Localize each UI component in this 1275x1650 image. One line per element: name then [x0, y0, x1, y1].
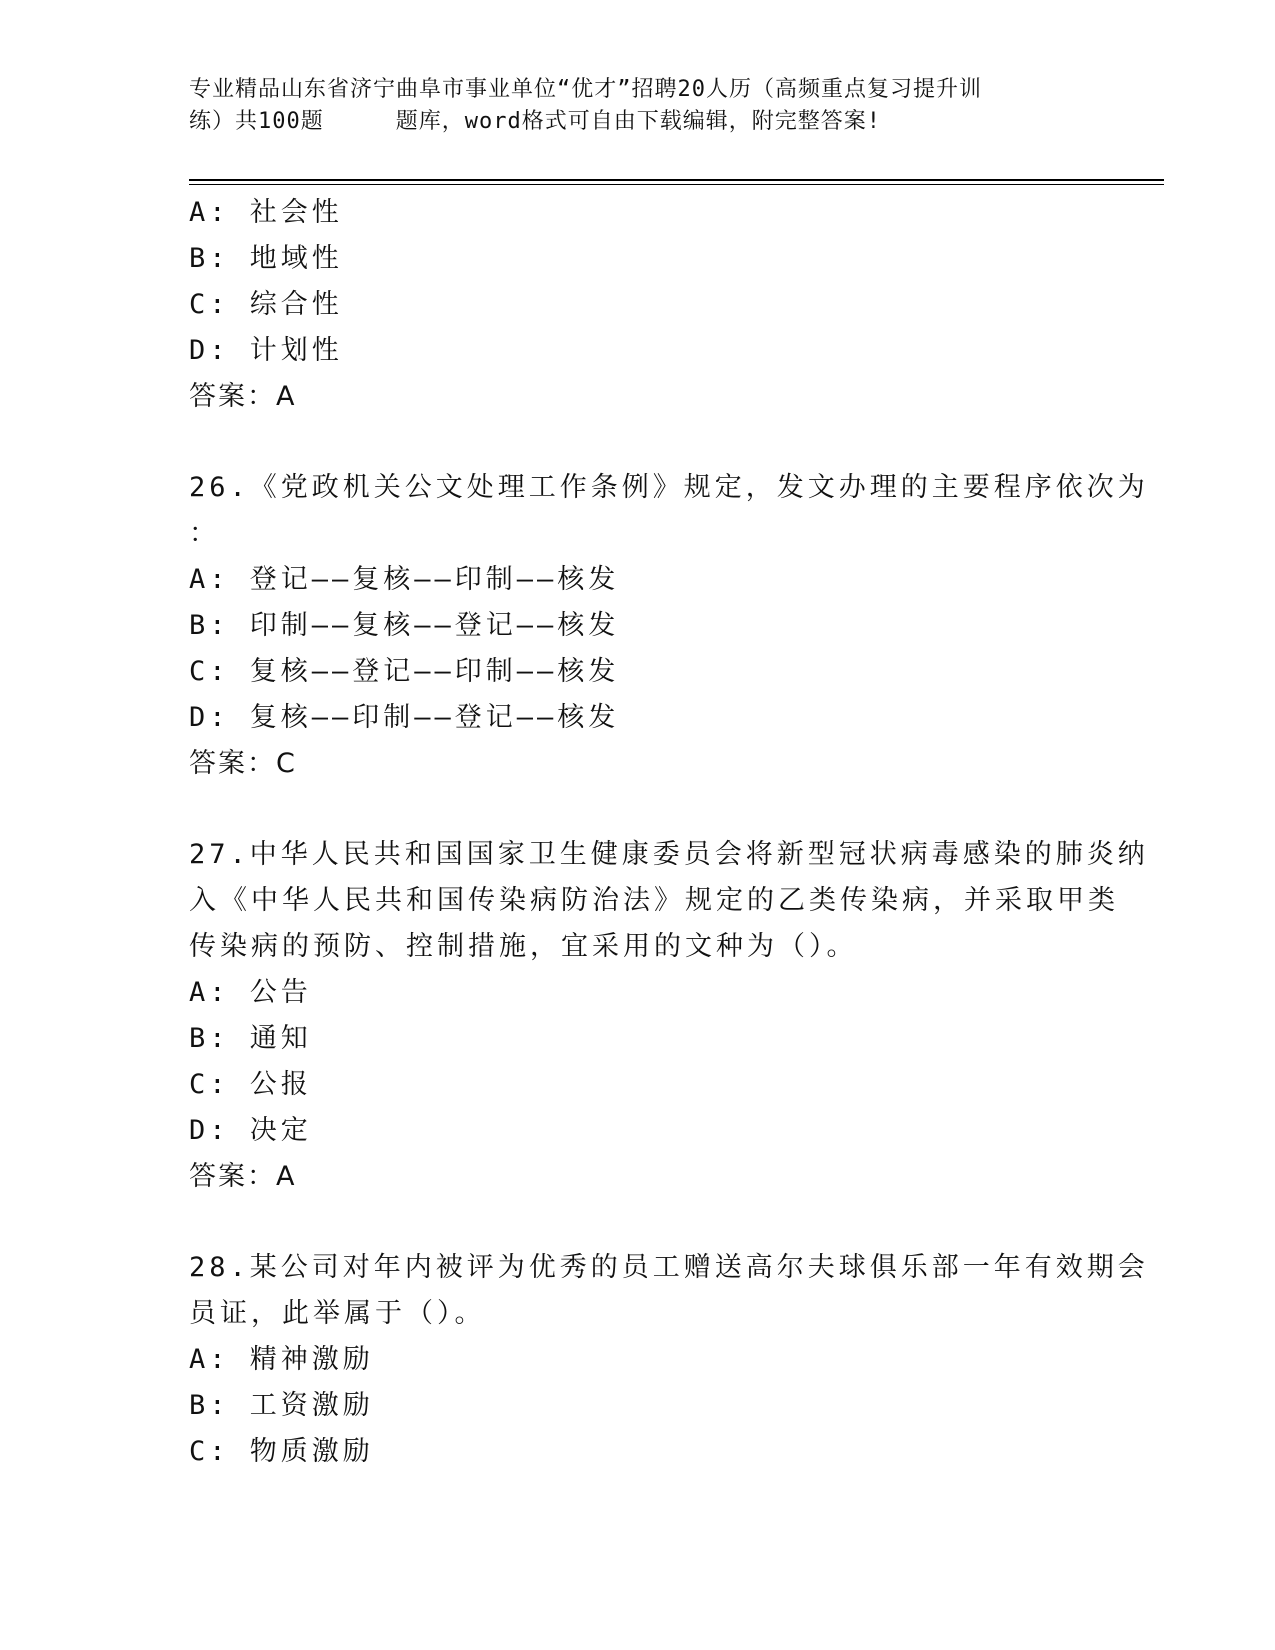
header-line-1: 专业精品山东省济宁曲阜市事业单位“优才”招聘20人历（高频重点复习提升训: [189, 77, 982, 102]
option-c: C: 复核——登记——印制——核发: [189, 656, 620, 687]
option-d: D: 决定: [189, 1115, 312, 1146]
question-list: [189, 190, 1149, 1475]
option-b: B: 工资激励: [189, 1390, 374, 1421]
option-b: B: 印制——复核——登记——核发: [189, 610, 620, 641]
option-c: C: 物质激励: [189, 1436, 374, 1467]
option-c: C: 综合性: [189, 289, 343, 320]
question-text-line: ：: [189, 518, 220, 549]
question-text-line: 26.《党政机关公文处理工作条例》规定，发文办理的主要程序依次为: [189, 472, 1149, 503]
header-divider-thin: [189, 184, 1164, 185]
block-spacer: [189, 787, 1089, 832]
question-text-line: 28.某公司对年内被评为优秀的员工赠送高尔夫球俱乐部一年有效期会: [189, 1252, 1149, 1283]
block-spacer: [189, 420, 1089, 465]
option-a: A: 精神激励: [189, 1344, 374, 1375]
answer-line: 答案：A: [189, 381, 297, 412]
answer-line: 答案：C: [189, 748, 297, 779]
option-c: C: 公报: [189, 1069, 312, 1100]
option-d: D: 计划性: [189, 335, 343, 366]
option-d: D: 复核——印制——登记——核发: [189, 702, 620, 733]
block-spacer: [189, 1200, 1089, 1245]
question-text-line: 员证，此举属于（）。: [189, 1298, 486, 1329]
option-b: B: 地域性: [189, 243, 343, 274]
document-header: [189, 74, 1089, 138]
question-block-26: [189, 465, 1149, 787]
option-a: A: 社会性: [189, 197, 343, 228]
question-text-line: 传染病的预防、控制措施，宜采用的文种为（）。: [189, 931, 858, 962]
answer-line: 答案：A: [189, 1161, 297, 1192]
option-a: A: 公告: [189, 977, 312, 1008]
question-text-line: 27.中华人民共和国国家卫生健康委员会将新型冠状病毒感染的肺炎纳: [189, 839, 1149, 870]
header-line-2-part-1: 练）共100题: [189, 109, 324, 134]
header-line-2-part-2: 题库，word格式可自由下载编辑，附完整答案!: [395, 109, 881, 134]
header-divider-thick: [189, 179, 1164, 181]
question-text-line: 入《中华人民共和国传染病防治法》规定的乙类传染病，并采取甲类: [189, 885, 1119, 916]
header-line-2: [189, 106, 1089, 138]
option-a: A: 登记——复核——印制——核发: [189, 564, 620, 595]
option-b: B: 通知: [189, 1023, 312, 1054]
question-block-27: [189, 832, 1149, 1200]
question-block-28: [189, 1245, 1149, 1475]
question-block-25: [189, 190, 1089, 420]
